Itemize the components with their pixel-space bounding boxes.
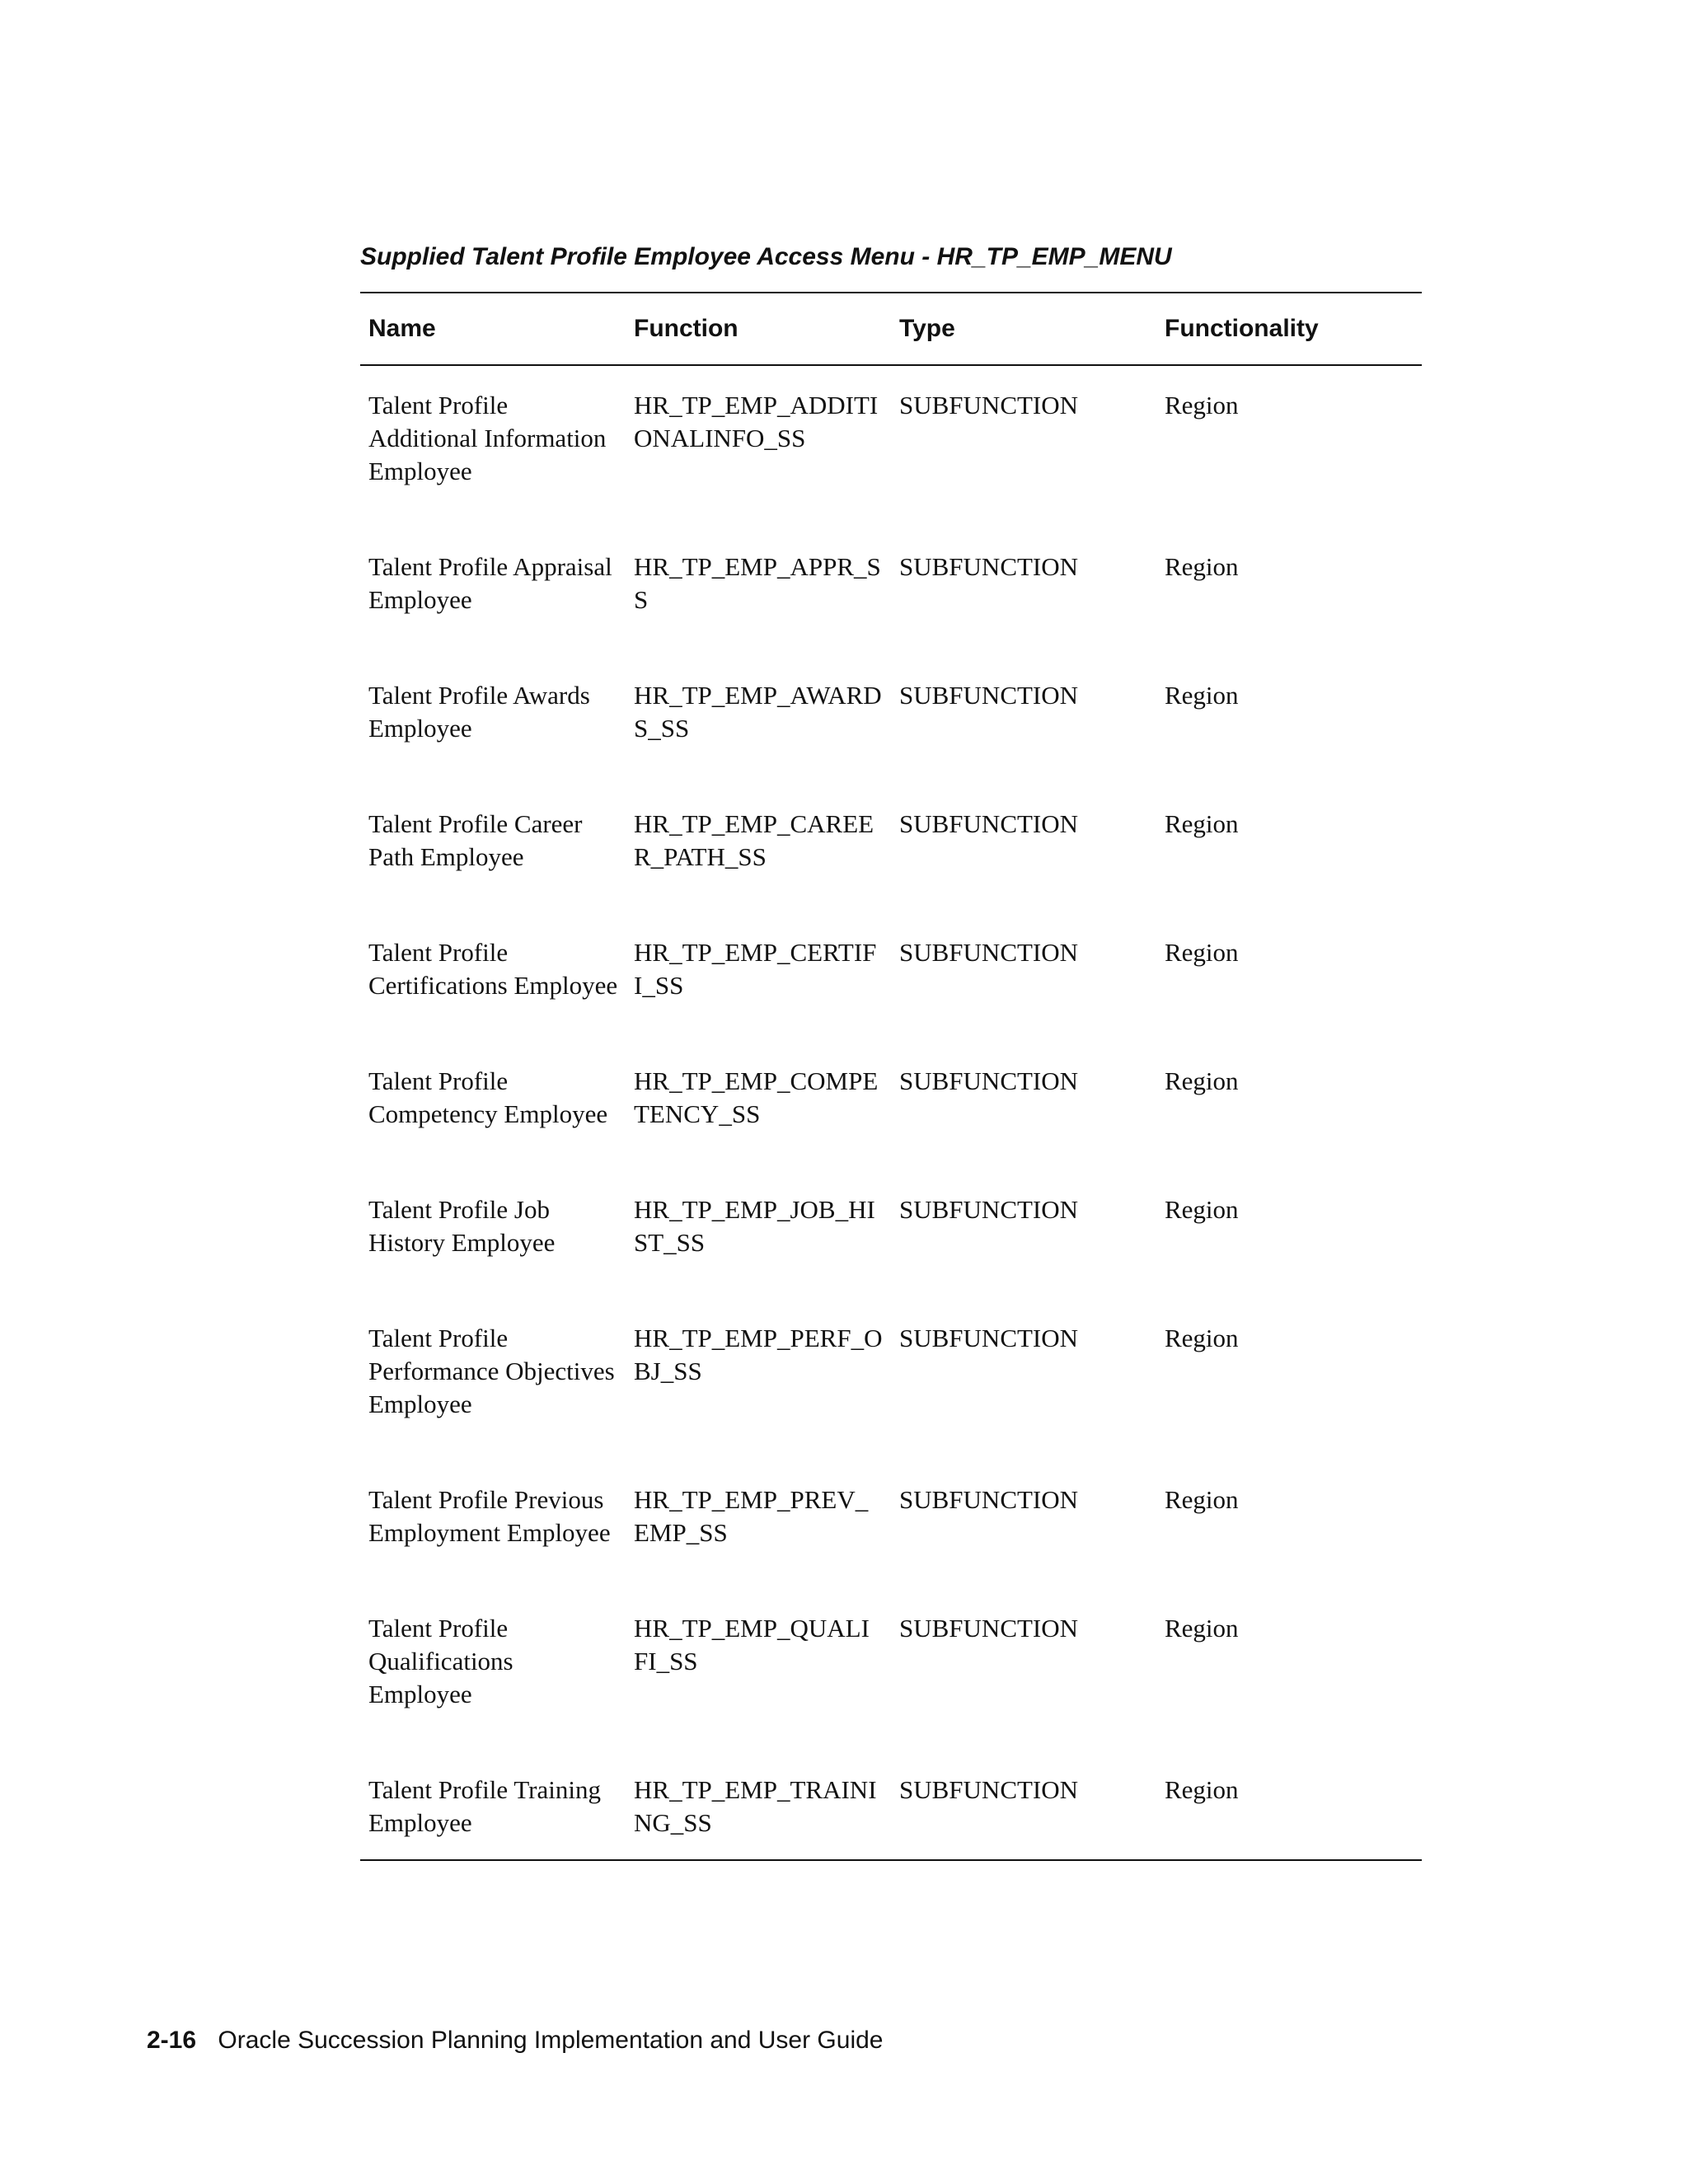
cell-functionality: Region (1165, 809, 1239, 838)
page-number: 2-16 (147, 2027, 197, 2054)
table-row (360, 788, 1422, 916)
menu-table-container (360, 292, 1422, 1861)
table-caption: Supplied Talent Profile Employee Access Menu - HR_TP_EMP_MENU (360, 243, 1172, 270)
cell-functionality: Region (1165, 1066, 1239, 1095)
cell-function: HR_TP_EMP_PERF_OBJ_SS (634, 1324, 883, 1385)
cell-type: SUBFUNCTION (899, 1775, 1079, 1804)
table-row (360, 1045, 1422, 1174)
cell-function: HR_TP_EMP_ADDITIONALINFO_SS (634, 391, 879, 452)
cell-name: Talent Profile Job History Employee (368, 1195, 556, 1257)
table-row (360, 916, 1422, 1045)
cell-function: HR_TP_EMP_QUALIFI_SS (634, 1614, 870, 1675)
cell-functionality: Region (1165, 1195, 1239, 1224)
cell-name: Talent Profile Previous Employment Employee (368, 1485, 611, 1547)
cell-function: HR_TP_EMP_APPR_SS (634, 552, 881, 614)
cell-functionality: Region (1165, 552, 1239, 581)
table-row (360, 1174, 1422, 1302)
cell-function: HR_TP_EMP_CERTIFI_SS (634, 938, 877, 1000)
cell-name: Talent Profile Career Path Employee (368, 809, 583, 871)
page-footer (147, 2024, 884, 2057)
cell-functionality: Region (1165, 1614, 1239, 1643)
cell-name: Talent Profile Qualifications Employee (368, 1614, 513, 1708)
table-row (360, 1464, 1422, 1592)
cell-type: SUBFUNCTION (899, 552, 1079, 581)
table-row (360, 365, 1422, 531)
cell-function: HR_TP_EMP_COMPETENCY_SS (634, 1066, 879, 1128)
cell-function: HR_TP_EMP_PREV_EMP_SS (634, 1485, 869, 1547)
cell-type: SUBFUNCTION (899, 391, 1079, 419)
menu-table (360, 292, 1422, 1861)
table-row (360, 531, 1422, 659)
cell-name: Talent Profile Additional Information Employee (368, 391, 607, 485)
table-row (360, 1302, 1422, 1464)
header-type: Type (899, 315, 955, 342)
table-header (360, 293, 1422, 365)
cell-type: SUBFUNCTION (899, 809, 1079, 838)
cell-function: HR_TP_EMP_JOB_HIST_SS (634, 1195, 875, 1257)
cell-name: Talent Profile Appraisal Employee (368, 552, 612, 614)
cell-type: SUBFUNCTION (899, 681, 1079, 710)
cell-type: SUBFUNCTION (899, 1614, 1079, 1643)
cell-functionality: Region (1165, 1324, 1239, 1352)
cell-functionality: Region (1165, 938, 1239, 967)
cell-name: Talent Profile Certifications Employee (368, 938, 618, 1000)
cell-functionality: Region (1165, 391, 1239, 419)
cell-name: Talent Profile Performance Objectives Employee (368, 1324, 615, 1418)
cell-function: HR_TP_EMP_CAREER_PATH_SS (634, 809, 874, 871)
header-row (360, 293, 1422, 365)
header-functionality: Functionality (1165, 315, 1319, 342)
cell-functionality: Region (1165, 681, 1239, 710)
cell-functionality: Region (1165, 1775, 1239, 1804)
cell-function: HR_TP_EMP_AWARDS_SS (634, 681, 882, 743)
cell-function: HR_TP_EMP_TRAINING_SS (634, 1775, 877, 1837)
table-row (360, 1754, 1422, 1860)
cell-type: SUBFUNCTION (899, 1485, 1079, 1514)
book-title: Oracle Succession Planning Implementation and User Guide (218, 2027, 884, 2054)
header-name: Name (368, 315, 436, 342)
table-row (360, 659, 1422, 788)
cell-type: SUBFUNCTION (899, 1195, 1079, 1224)
cell-type: SUBFUNCTION (899, 1066, 1079, 1095)
cell-name: Talent Profile Competency Employee (368, 1066, 608, 1128)
cell-functionality: Region (1165, 1485, 1239, 1514)
cell-name: Talent Profile Awards Employee (368, 681, 590, 743)
table-row (360, 1592, 1422, 1754)
header-function: Function (634, 315, 738, 342)
table-body (360, 365, 1422, 1860)
cell-type: SUBFUNCTION (899, 938, 1079, 967)
cell-type: SUBFUNCTION (899, 1324, 1079, 1352)
cell-name: Talent Profile Training Employee (368, 1775, 601, 1837)
